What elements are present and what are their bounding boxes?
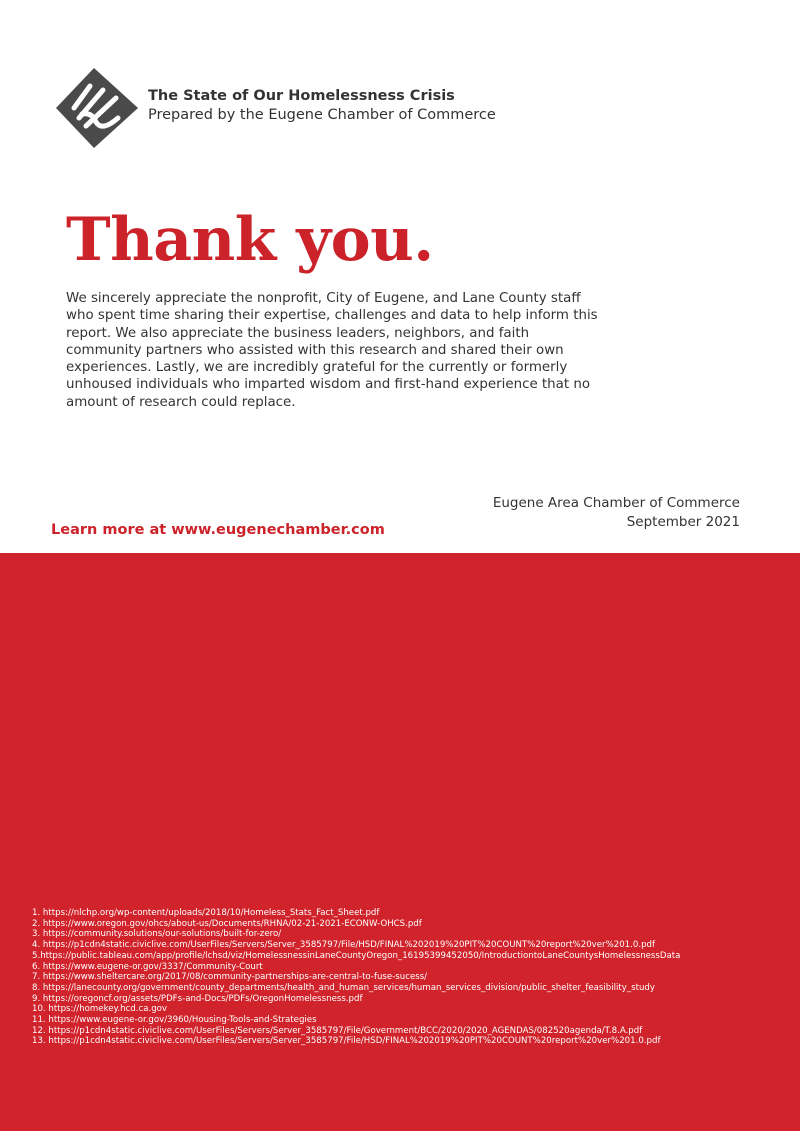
organization-name: Eugene Area Chamber of Commerce: [492, 495, 740, 511]
reference-item: 1. https://nlchp.org/wp-content/uploads/2018/10/Homeless_Stats_Fact_Sheet.pdf: [32, 908, 380, 918]
learn-more-link[interactable]: Learn more at www.eugenechamber.com: [51, 522, 385, 538]
thank-you-heading: Thank you.: [66, 205, 434, 275]
reference-item: 13. https://p1cdn4static.civiclive.com/UserFiles/Servers/Server_3585797/File/HSD/FINAL%202019%20PIT%20COUNT%20report%20ver%201.0.pdf: [32, 1036, 661, 1047]
reference-item: 7. https://www.sheltercare.org/2017/08/community-partnerships-are-central-to-fuse-sucess/: [32, 972, 428, 983]
acknowledgement-paragraph: We sincerely appreciate the nonprofit, City of Eugene, and Lane County staff who spent time sharing their expertise, challenges and data to help inform this report. We also appreciate the business leaders, neighbors, and faith community partners who assisted with this research and shared their own experiences. Lastly, we are incredibly grateful for the currently or formerly unhoused individuals who imparted wisdom and first-hand experience that no amount of research could replace.: [66, 291, 598, 410]
report-subtitle: Prepared by the Eugene Chamber of Commerce: [148, 107, 496, 123]
reference-item: 6. https://www.eugene-or.gov/3337/Community-Court: [32, 961, 263, 972]
reference-item: 4. https://p1cdn4static.civiclive.com/UserFiles/Servers/Server_3585797/File/HSD/FINAL%202019%20PIT%20COUNT%20report%20ver%201.0.pdf: [32, 940, 655, 951]
reference-item: 8. https://lanecounty.org/government/county_departments/health_and_human_services/human_services_division/public_shelter_feasibility_study: [32, 982, 655, 993]
reference-item: 2. https://www.oregon.gov/ohcs/about-us/Documents/RHNA/02-21-2021-ECONW-OHCS.pdf: [32, 918, 422, 929]
publication-date: September 2021: [626, 514, 740, 530]
chamber-diamond-logo-icon: [56, 68, 138, 148]
references-list: [32, 908, 792, 1047]
report-title: The State of Our Homelessness Crisis: [148, 88, 455, 104]
reference-item: 5.https://public.tableau.com/app/profile/lchsd/viz/HomelessnessinLaneCountyOregon_16195399452050/IntroductiontoLaneCountysHomelessnessData: [32, 950, 681, 961]
reference-item: 10. https://homekey.hcd.ca.gov: [32, 1004, 167, 1015]
reference-item: 11. https://www.eugene-or.gov/3960/Housing-Tools-and-Strategies: [32, 1015, 317, 1026]
reference-item: 9. https://oregoncf.org/assets/PDFs-and-Docs/PDFs/OregonHomelessness.pdf: [32, 993, 363, 1004]
reference-item: 12. https://p1cdn4static.civiclive.com/UserFiles/Servers/Server_3585797/File/Government/BCC/2020/2020_AGENDAS/082520agenda/T.8.A.pdf: [32, 1025, 643, 1036]
reference-item: 3. https://community.solutions/our-solutions/built-for-zero/: [32, 929, 282, 940]
